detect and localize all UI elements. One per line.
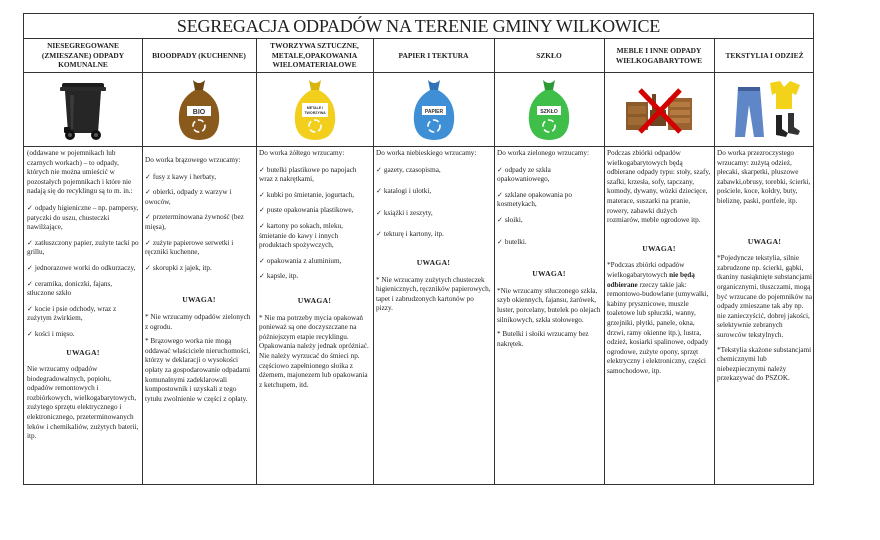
checkmark-icon: ✓ xyxy=(497,237,503,246)
green-glass-bag-icon xyxy=(494,73,604,146)
header-bulky-waste: MEBLE I INNE ODPADY WIELKOGABARYTOWE xyxy=(615,46,703,65)
checkmark-icon: ✓ xyxy=(376,187,382,196)
checkmark-icon: ✓ xyxy=(259,272,265,281)
list-item: ✓ obierki, odpady z warzyw i owoców, xyxy=(145,188,232,206)
bag-label: SZKŁO xyxy=(540,108,558,115)
checkmark-icon: ✓ xyxy=(145,213,151,222)
header-bio-waste: BIOODPADY (KUCHENNE) xyxy=(152,50,246,60)
checkmark-icon: ✓ xyxy=(259,221,265,230)
warning-title: UWAGA! xyxy=(66,347,100,357)
cell-paper xyxy=(373,147,494,319)
list-item: ✓ słoiki, xyxy=(497,215,523,224)
checkmark-icon: ✓ xyxy=(27,304,33,313)
checkmark-icon: ✓ xyxy=(376,165,382,174)
list-item: ✓ kości i mięso. xyxy=(27,329,75,338)
checkmark-icon: ✓ xyxy=(497,215,503,224)
list-item: ✓ skorupki z jajek, itp. xyxy=(145,263,212,272)
header-mixed-waste: NIESEGREGOWANE (ZMIESZANE) ODPADY KOMUNALNE xyxy=(41,41,125,70)
warning-title: UWAGA! xyxy=(747,236,782,246)
checkmark-icon: ✓ xyxy=(259,165,265,174)
list-item: ✓ puste opakowania plastikowe, xyxy=(259,206,354,215)
list-item: ✓ fusy z kawy i herbaty, xyxy=(145,172,217,181)
intro-text: (oddawane w pojemnikach lub czarnych workach) – to odpady, których nie można umieścić w pozostałych pojemnikach i które nie nadają się do recyklingu są to m. in.: xyxy=(27,149,133,196)
checkmark-icon: ✓ xyxy=(376,208,382,217)
warning-title: UWAGA! xyxy=(297,295,332,305)
checkmark-icon: ✓ xyxy=(497,165,503,174)
checkmark-icon: ✓ xyxy=(27,203,33,212)
list-item: ✓ szklane opakowania po kosmetykach, xyxy=(497,190,572,209)
list-item: ✓ kubki po śmietanie, jogurtach, xyxy=(259,190,355,199)
intro-text: Podczas zbiórki odpadów wielkogabarytowych będą odbierane odpady typu: stoły, szafy, szafki, krzesła, sofy, tapczany, komody, dywany, wózki dziecięce, materace, suszarki na pranie, rowery, zabawki dużych rozmiarów, meble ogrodowe itp. xyxy=(607,149,711,225)
list-item: ✓ butelki plastikowe po napojach wraz z nakrętkami, xyxy=(259,165,357,184)
segregation-table xyxy=(23,13,814,485)
list-item: ✓ gazety, czasopisma, xyxy=(376,165,441,174)
warning-text: Nie wrzucamy odpadów biodegradowalnych, popiołu, odpadów remontowych i rozbiórkowych, wielkogabarytowych, zużytego sprzętu elektrycznego i elektronicznego, przeterminowanych leków i chemikaliów, zużytych baterii, itp. xyxy=(27,365,139,441)
list-item: ✓ książki i zeszyty, xyxy=(376,208,433,217)
warning-text: * Nie ma potrzeby mycia opakowań ponieważ są one doczyszczane na późniejszym etapie recyklingu. Opakowania należy jednak opróżniać. Nie należy wyrzucać do śmieci np. częściowo zapełnionego słoika z dżemem, majonezem lub opakowania z ketchupem, itd. xyxy=(259,313,369,389)
cell-textiles xyxy=(714,147,815,389)
warning-title: UWAGA! xyxy=(642,243,676,253)
warning-text: *Podczas zbiórki odpadów wielkogabarytowych nie będą odbierane rzeczy takie jak: remontowo-budowlane (umywalki, kabiny prysznicowe, muszle toaletowe lub spłuczki, wanny, grzejniki, płytki, panele, okna, drzwi, ramy okienne itp.), lustra, odzież, kosiarki spalinowe, odpady ogrodowe, zużyte opony, sprzęt elektryczny i elektroniczny, części samochodowe, itp. xyxy=(607,261,709,375)
checkmark-icon: ✓ xyxy=(259,256,265,265)
checkmark-icon: ✓ xyxy=(376,230,382,239)
checkmark-icon: ✓ xyxy=(497,190,503,199)
intro-text: Do worka zielonego wrzucamy: xyxy=(497,149,590,157)
checkmark-icon: ✓ xyxy=(27,238,33,247)
warning-text: * Brązowego worka nie mogą oddawać właściciele nieruchomości, którzy w deklaracji o wysokości opłaty za gospodarowanie odpadami komunalnymi zadeklarowali kompostownik i uzyskali z tego tytułu zwolnienie w części z opłaty. xyxy=(145,337,251,403)
list-item: ✓ butelki. xyxy=(497,237,527,246)
bag-label: PAPIER xyxy=(424,108,443,115)
warning-text: * Nie wrzucamy zużytych chusteczek higienicznych, ręczników papierowych, tapet i zabrudzonych kartonów po pizzy. xyxy=(376,275,491,313)
blue-paper-bag-icon xyxy=(373,73,494,146)
list-item: ✓ kocie i psie odchody, wraz z zużytym żwirkiem, xyxy=(27,304,117,323)
list-item: ✓ zużyte papierowe serwetki i ręczniki kuchenne, xyxy=(145,238,234,257)
warning-title: UWAGA! xyxy=(182,295,216,305)
warning-text: *Tekstylia skażone substancjami chemicznymi lub niebezpiecznymi należy przekazywać do PSZOK. xyxy=(717,345,812,383)
checkmark-icon: ✓ xyxy=(145,263,151,272)
cell-bio-waste xyxy=(142,154,256,409)
cell-mixed-waste xyxy=(24,147,142,447)
intro-text: Do worka brązowego wrzucamy: xyxy=(145,156,241,164)
list-item: ✓ odpady higieniczne – np. pampersy, patyczki do uszu, chusteczki nawilżające, xyxy=(27,203,139,232)
crossed-furniture-icon xyxy=(604,73,714,146)
list-item: ✓ tekturę i kartony, itp. xyxy=(376,230,444,239)
list-item: ✓ jednorazowe worki do odkurzaczy, xyxy=(27,263,136,272)
intro-text: Do worka niebieskiego wrzucamy: xyxy=(376,149,477,157)
list-item: ✓ kartony po sokach, mleku, śmietanie do kawy i innych produktach spożywczych, xyxy=(259,221,343,250)
list-item: ✓ przeterminowana żywność (bez mięsa), xyxy=(145,213,244,231)
checkmark-icon: ✓ xyxy=(145,188,151,197)
checkmark-icon: ✓ xyxy=(259,206,265,215)
bag-label: BIO xyxy=(192,108,206,116)
header-glass: SZKŁO xyxy=(536,50,562,60)
header-plastics-metals: TWORZYWA SZTUCZNE, METALE,OPAKOWANIA WIELOMATERIAŁOWE xyxy=(270,41,359,70)
header-paper: PAPIER I TEKTURA xyxy=(398,50,469,60)
clothing-icon xyxy=(714,73,815,146)
list-item: ✓ kapsle, itp. xyxy=(259,272,299,281)
list-item: ✓ odpady ze szkła opakowaniowego, xyxy=(497,165,551,184)
list-item: ✓ opakowania z aluminium, xyxy=(259,256,342,265)
cell-plastics-metals xyxy=(256,147,373,395)
warning-text: *Pojedyncze tekstylia, silnie zabrudzone np. ścierki, gąbki, tkaniny nasiąknięte substancjami organicznymi, tłuszczami, mogą być wrzucane do pojemników na odpady zmieszane tak aby np. nie zanieczyścić, dobrej jakości, selektywnie zebranych surowców tekstylnych. xyxy=(717,254,813,339)
black-wheelie-bin-icon xyxy=(24,73,142,146)
list-item: ✓ zatłuszczony papier, zużyte tacki po grillu, xyxy=(27,238,139,257)
checkmark-icon: ✓ xyxy=(27,279,33,288)
checkmark-icon: ✓ xyxy=(145,172,151,181)
yellow-plastics-bag-icon xyxy=(256,73,373,146)
header-textiles: TEKSTYLIA I ODZIEŻ xyxy=(725,50,804,60)
checkmark-icon: ✓ xyxy=(27,263,33,272)
checkmark-icon: ✓ xyxy=(145,238,151,247)
checkmark-icon: ✓ xyxy=(259,190,265,199)
cell-bulky-waste xyxy=(604,147,714,381)
svg-text:TWORZYWA: TWORZYWA xyxy=(303,110,326,115)
warning-title: UWAGA! xyxy=(416,257,451,267)
intro-text: Do worka przezroczystego wrzucamy: zużytą odzież, płecaki, skarpetki, pluszowe zabawki,obrusy, torebki, ścierki, pościele, koce, kołdry, buty, bieliznę, paski, portfele, itp. xyxy=(717,149,811,205)
warning-text: * Nie wrzucamy odpadów zielonych z ogrodu. xyxy=(145,312,251,331)
svg-text:METALE I: METALE I xyxy=(306,105,323,110)
warning-text: * Butelki i słoiki wrzucamy bez nakrętek. xyxy=(497,330,589,348)
page-title: SEGREGACJA ODPADÓW NA TERENIE GMINY WILKOWICE xyxy=(24,14,813,39)
list-item: ✓ ceramika, doniczki, fajans, stłuczone szkło xyxy=(27,279,113,298)
list-item: ✓ katalogi i ulotki, xyxy=(376,187,432,196)
checkmark-icon: ✓ xyxy=(27,329,33,338)
intro-text: Do worka żółtego wrzucamy: xyxy=(259,149,345,157)
warning-title: UWAGA! xyxy=(532,269,566,279)
warning-text: *Nie wrzucamy stłuczonego szkła, szyb okiennych, fajansu, żarówek, luster, porcelany, butelek po olejach silnikowych, szkła stołowego. xyxy=(497,286,601,324)
cell-glass xyxy=(494,147,604,354)
brown-bio-bag-icon xyxy=(142,73,256,146)
